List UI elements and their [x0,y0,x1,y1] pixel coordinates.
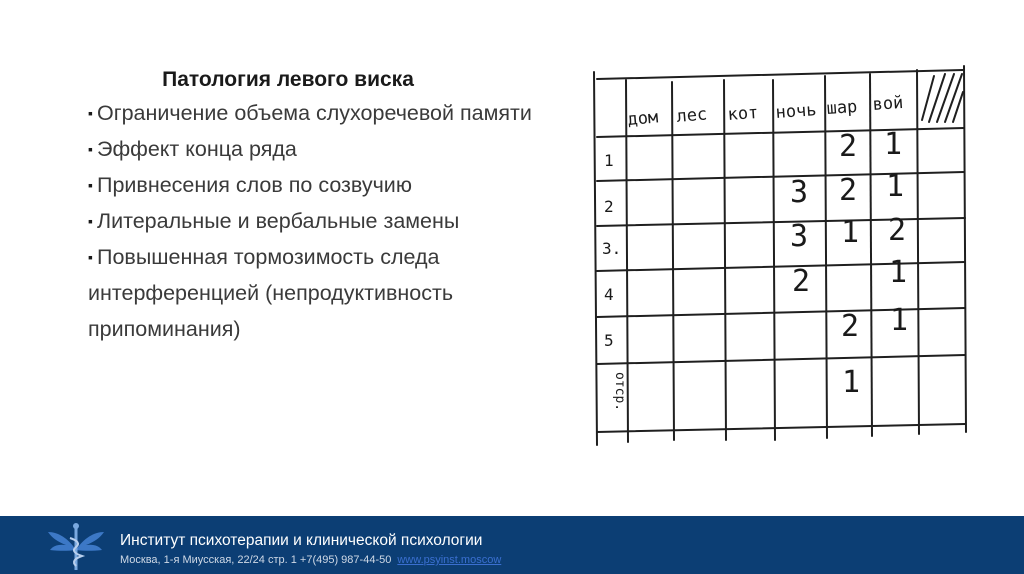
table-cell: 3 [790,219,809,254]
bullet-text: Привнесения слов по созвучию [97,173,412,197]
website-link[interactable]: www.psyinst.moscow [397,554,502,566]
bullet-item [88,95,588,131]
bullet-text: Литеральные и вербальные замены [97,209,460,233]
bullet-marker-icon: ▪ [88,105,93,121]
table-cell: 2 [888,213,907,248]
table-cell: 2 [792,264,811,299]
table-cell: 3 [790,175,809,210]
column-header: шар [825,96,858,119]
row-label: 2 [604,197,614,216]
table-cell: 1 [889,255,908,290]
institute-name: Институт психотерапии и клинической психологии [120,532,483,549]
column-header: ночь [774,100,818,123]
table-cell: 1 [884,127,903,162]
table-cell: 1 [842,365,861,400]
hatched-corner-cell [922,74,963,122]
bullet-text: Эффект конца ряда [97,137,297,161]
column-header: дом [626,107,660,130]
memory-test-table [591,62,971,447]
row-label: отср. [612,372,627,412]
bullet-item [88,131,588,167]
bullet-marker-icon: ▪ [88,249,93,265]
address-text: Москва, 1-я Миусская, 22/24 стр. 1 +7(495) 987-44-50 [120,554,392,566]
institute-address [120,554,501,566]
footer-bar [0,516,1024,574]
institute-logo-icon [46,520,106,572]
bullet-marker-icon: ▪ [88,177,93,193]
table-cell: 1 [890,303,909,338]
table-cell: 1 [841,215,860,250]
table-cell: 2 [839,129,858,164]
row-label: 1 [604,151,614,170]
bullet-marker-icon: ▪ [88,213,93,229]
table-cell: 2 [839,173,858,208]
slide-title: Патология левого виска [162,68,414,91]
row-label: 5 [604,331,614,350]
row-label: 4 [604,285,614,304]
bullet-item [88,239,588,347]
bullet-item [88,167,588,203]
row-label: 3. [602,239,622,258]
bullet-list [88,95,588,347]
bullet-text: Ограничение объема слухоречевой памяти [97,101,532,125]
table-cell: 2 [841,309,860,344]
bullet-marker-icon: ▪ [88,141,93,157]
bullet-item [88,203,588,239]
column-header: вой [871,92,904,115]
slide-text-block [88,68,588,347]
column-header: кот [726,102,759,125]
table-cell: 1 [886,169,905,204]
bullet-text: Повышенная тормозимость следа интерференцией (непродуктивность припоминания) [88,245,454,341]
column-header: лес [675,104,709,127]
